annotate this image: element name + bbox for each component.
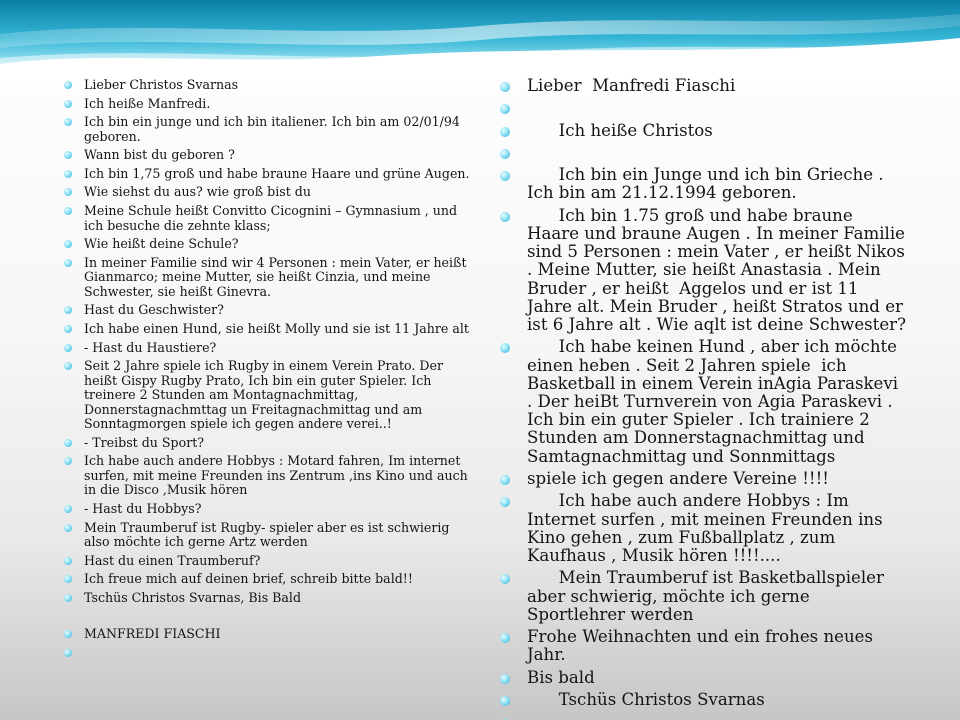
left-line: Ich bin ein junge und ich bin italiener. Ich bin am 02/01/94 geboren. [84,115,479,144]
bullet-icon [64,362,72,370]
left-line: Wann bist du geboren ? [84,148,479,163]
left-line: MANFREDI FIASCHI [84,627,479,642]
left-line: Ich heiße Manfredi. [84,97,479,112]
left-line: Wie heißt deine Schule? [84,237,479,252]
right-line: Frohe Weihnachten und ein frohes neues Jahr. [527,628,907,664]
left-letter-list [84,78,479,660]
right-line: Ich habe auch andere Hobbys : Im Internet surfen , mit meinen Freunden ins Kino gehen , zum Fußballplatz , zum Kaufhaus , Musik hören !!!!.... [527,492,907,565]
left-line: Hast du einen Traumberuf? [84,554,479,569]
bullet-icon [64,575,72,583]
left-line: In meiner Familie sind wir 4 Personen : mein Vater, er heißt Gianmarco; meine Mutter, sie heißt Cinzia, und meine Schwester, sie heißt Ginevra. [84,256,479,300]
bullet-icon [500,674,510,684]
bullet-icon [500,343,510,353]
left-line [84,609,479,623]
left-line: Ich bin 1,75 groß und habe braune Haare und grüne Augen. [84,167,479,182]
right-line: Ich habe keinen Hund , aber ich möchte einen heben . Seit 2 Jahren spiele ich Basketball in einem Verein inAgia Paraskevi . Der heiBt Turnverein von Agia Paraskevi . Ich bin ein guter Spieler . Ich trainiere 2 Stunden am Donnerstagnachmittag und Samtagnachmittag und Sonnmittags [527,338,907,465]
left-line: - Hast du Hobbys? [84,502,479,517]
bullet-icon [64,557,72,565]
right-letter-list [527,76,916,720]
bullet-icon [500,497,510,507]
bullet-icon [64,240,72,248]
left-line: Hast du Geschwister? [84,303,479,318]
bullet-icon [64,306,72,314]
bullet-icon [500,696,510,706]
left-line: Ich freue mich auf deinen brief, schreib bitte bald!! [84,572,479,587]
bullet-icon [500,149,510,159]
right-line: Tschüs Christos Svarnas [527,691,907,709]
left-line: Ich habe auch andere Hobbys : Motard fahren, Im internet surfen, mit meine Freunden ins Zentrum ,ins Kino und auch in die Disco ,Musik hören [84,454,479,498]
bullet-icon [64,259,72,267]
right-line: Mein Traumberuf ist Basketballspieler aber schwierig, möchte ich gerne Sportlehrer werden [527,569,907,624]
bullet-icon [64,151,72,159]
bullet-icon [64,81,72,89]
bullet-icon [500,82,510,92]
left-line: Ich habe einen Hund, sie heißt Molly und sie ist 11 Jahre alt [84,322,479,337]
left-line: Tschüs Christos Svarnas, Bis Bald [84,591,479,606]
right-letter-column [527,76,916,720]
bullet-icon [64,630,72,638]
left-line [84,646,479,660]
left-line: Seit 2 Jahre spiele ich Rugby in einem Verein Prato. Der heißt Gispy Rugby Prato, Ich bin ein guter Spieler. Ich treinere 2 Stunden am Montagnachmittag, Donnerstagnachmttag un Freitagnachmittag und am Sonntagmorgen spiele ich gegen andere verei..! [84,359,479,432]
decorative-banner [0,0,960,80]
bullet-icon [64,344,72,352]
right-line: spiele ich gegen andere Vereine !!!! [527,470,907,488]
right-line: Ich heiße Christos [527,122,907,140]
bullet-icon [64,188,72,196]
right-line: Ich bin 1.75 groß und habe braune Haare und braune Augen . In meiner Familie sind 5 Personen : mein Vater , er heißt Nikos . Meine Mutter, sie heißt Anastasia . Mein Bruder , er heißt Aggelos und er ist 11 Jahre alt. Mein Bruder , heißt Stratos und er ist 6 Jahre alt . Wie aqlt ist deine Schwester? [527,207,907,334]
right-line [527,99,907,117]
bullet-icon [64,457,72,465]
bullet-icon [64,594,72,602]
bullet-icon [500,171,510,181]
right-line [527,144,907,162]
left-line: - Treibst du Sport? [84,436,479,451]
right-line: Lieber Manfredi Fiaschi [527,77,907,95]
bullet-icon [64,524,72,532]
bullet-icon [500,212,510,222]
bullet-icon [64,207,72,215]
bullet-icon [500,574,510,584]
left-line: Mein Traumberuf ist Rugby- spieler aber es ist schwierig also möchte ich gerne Artz werden [84,521,479,550]
bullet-icon [64,100,72,108]
bullet-icon [64,649,72,657]
bullet-icon [64,170,72,178]
bullet-icon [64,118,72,126]
right-line: Bis bald [527,669,907,687]
bullet-icon [64,325,72,333]
left-line: - Hast du Haustiere? [84,341,479,356]
right-line: Ich bin ein Junge und ich bin Grieche . Ich bin am 21.12.1994 geboren. [527,166,907,202]
bullet-icon [500,127,510,137]
left-line: Lieber Christos Svarnas [84,78,479,93]
bullet-icon [500,104,510,114]
bullet-icon [64,505,72,513]
right-line [527,714,907,720]
left-letter-column [84,78,479,664]
left-line: Meine Schule heißt Convitto Cicognini – Gymnasium , und ich besuche die zehnte klass; [84,204,479,233]
bullet-icon [500,475,510,485]
bullet-icon [64,439,72,447]
left-line: Wie siehst du aus? wie groß bist du [84,185,479,200]
bullet-icon [500,633,510,643]
